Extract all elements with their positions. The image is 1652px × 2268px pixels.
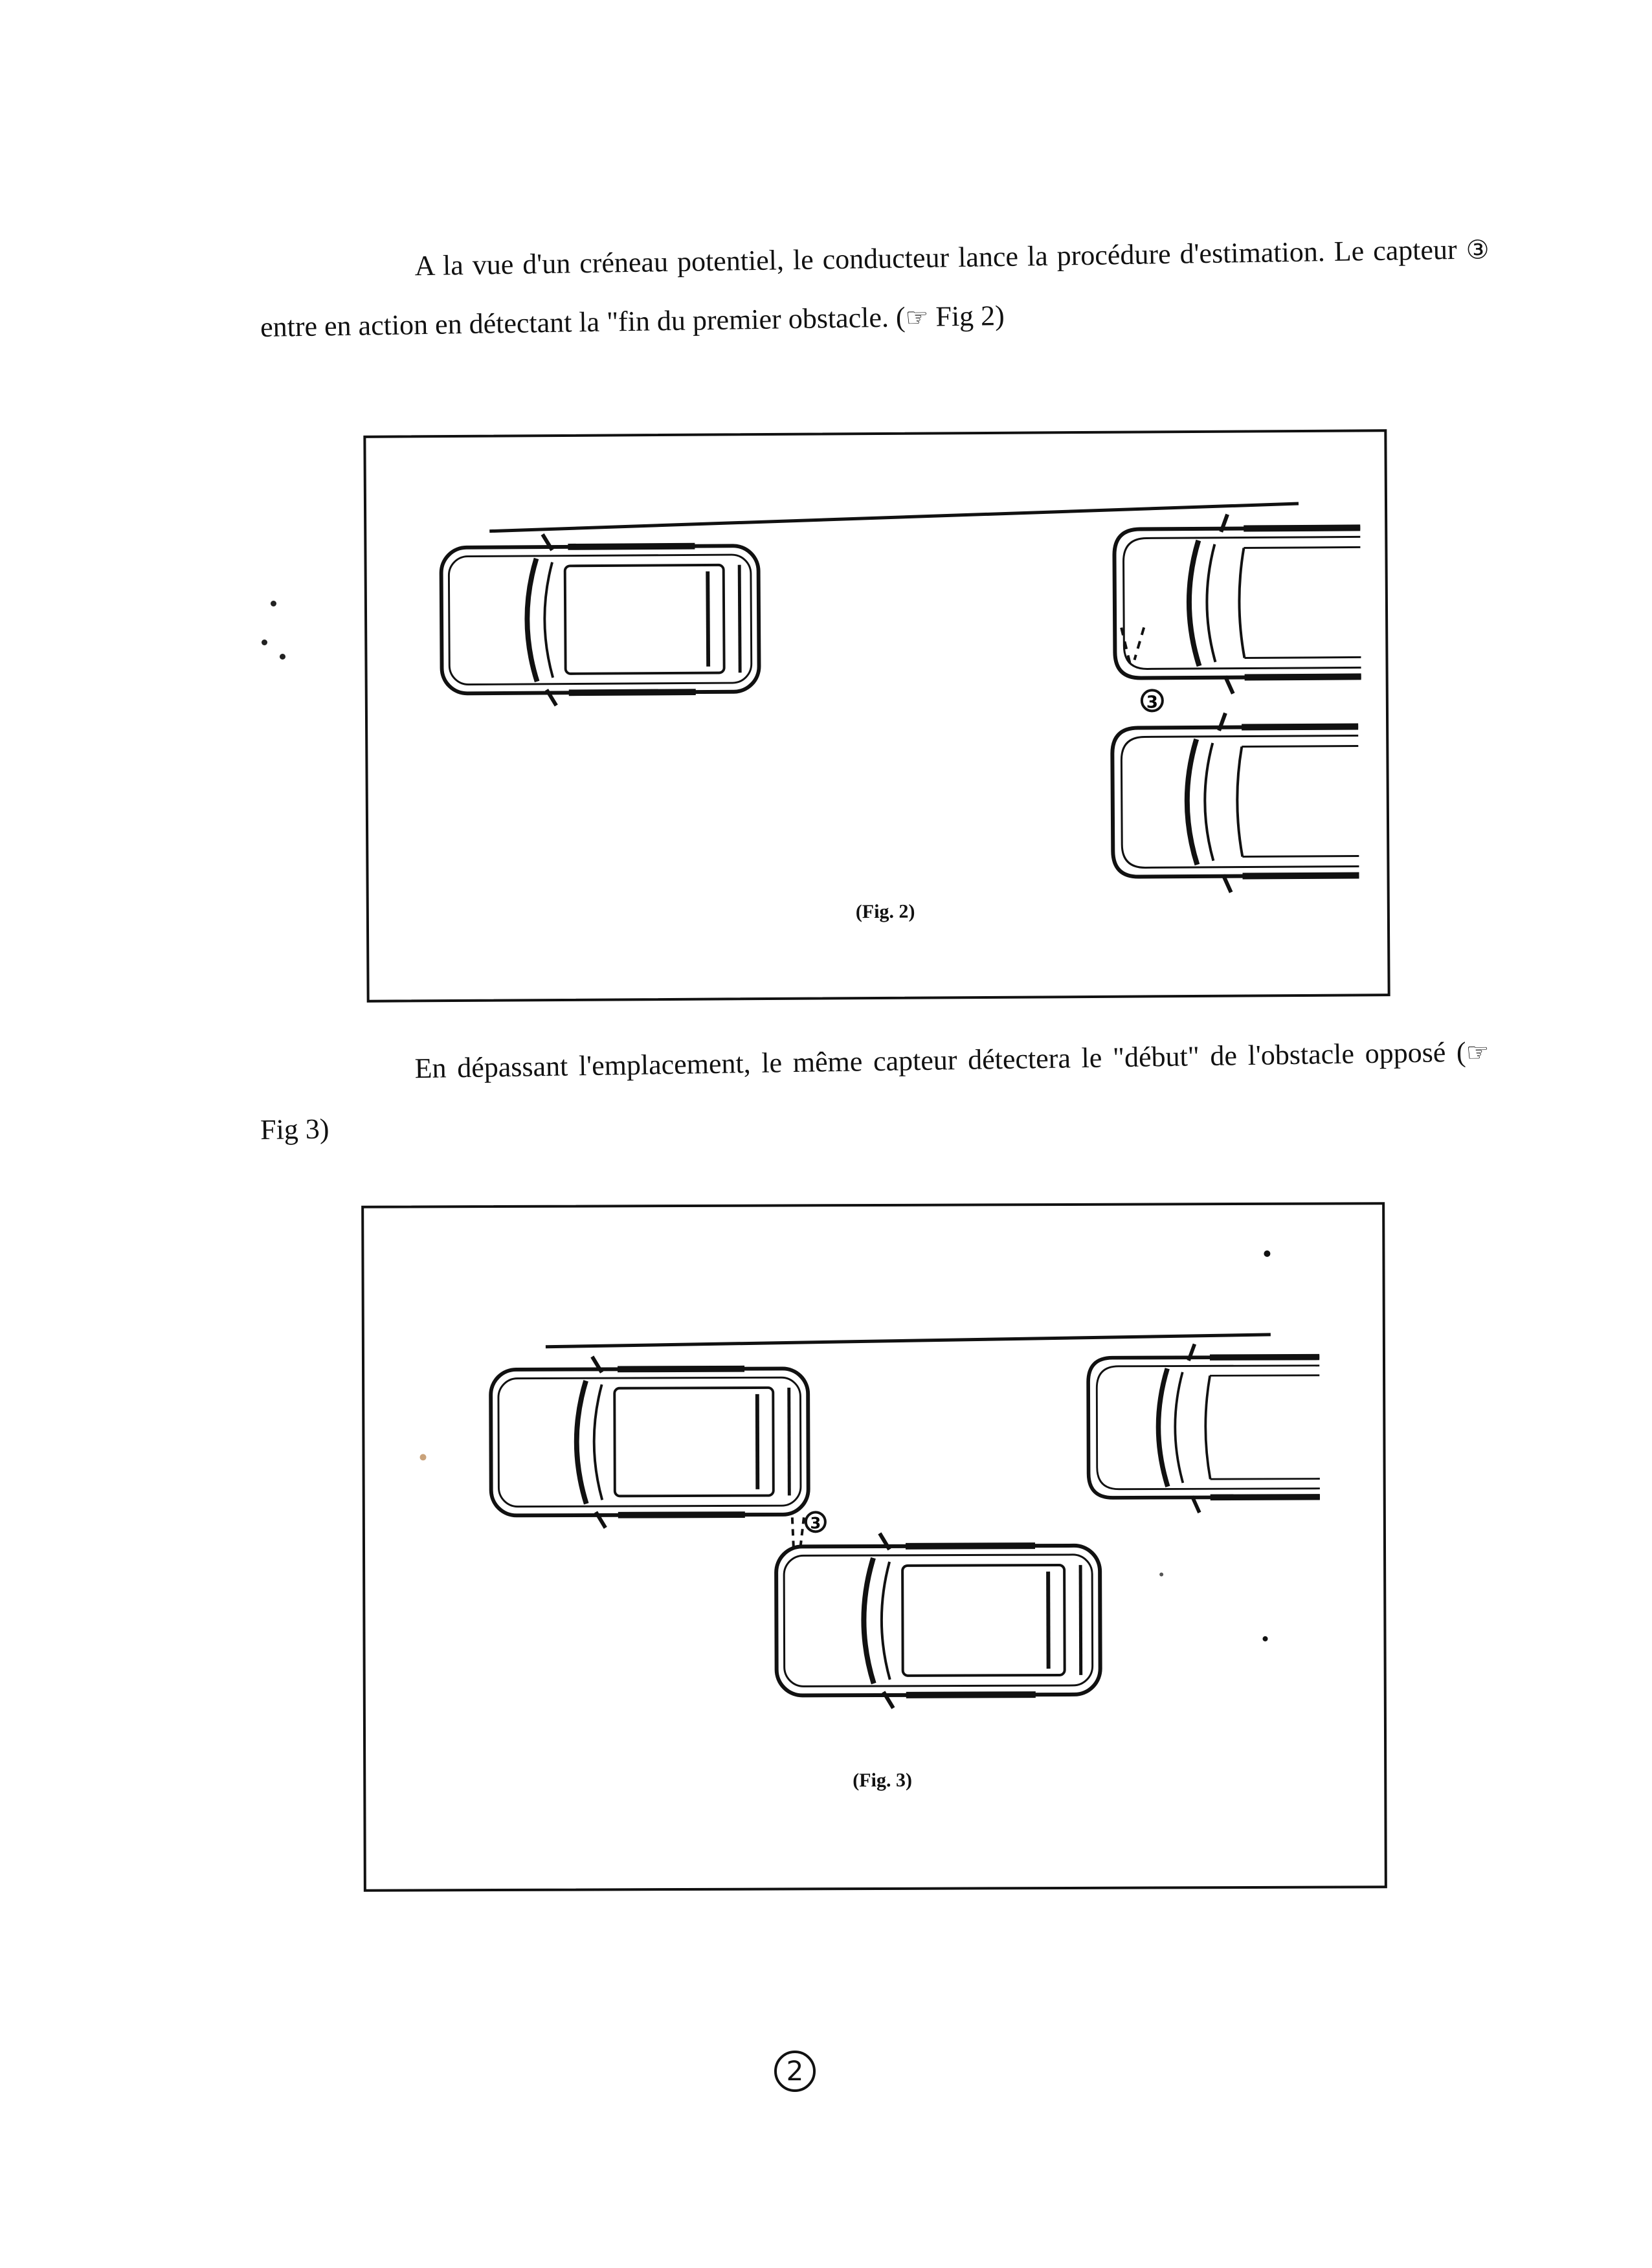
figure-reference: Fig 3) xyxy=(260,1113,329,1146)
paragraph-intro xyxy=(259,220,1491,357)
page-number: 2 xyxy=(774,2051,816,2092)
figure-3-sensor-label: 3 xyxy=(810,1514,821,1533)
paragraph-text-start: A la vue d'un créneau potentiel, le conducteur lance la procédure d'estimation. Le capteur xyxy=(414,233,1466,282)
pointing-hand-icon: ☞ xyxy=(905,302,929,333)
figure-2-caption: (Fig. 2) xyxy=(855,900,915,923)
sensor-3-symbol: ③ xyxy=(1466,235,1490,265)
figure-reference: Fig 2) xyxy=(928,299,1005,333)
scan-speck xyxy=(280,654,285,660)
figure-3 xyxy=(361,1202,1387,1892)
paragraph-text-middle: entre en action en détectant la "fin du premier obstacle. ( xyxy=(260,301,906,343)
paragraph-2-text: En dépassant l'emplacement, le même capteur détectera le "début" de l'obstacle opposé ( xyxy=(414,1036,1466,1085)
figure-2-sensor-label: 3 xyxy=(1146,693,1159,713)
scan-speck xyxy=(271,601,276,606)
paragraph-passing xyxy=(259,1023,1491,1159)
scan-speck xyxy=(262,639,267,645)
pointing-hand-icon: ☞ xyxy=(1466,1038,1490,1068)
figure-2 xyxy=(363,429,1390,1003)
figure-3-caption: (Fig. 3) xyxy=(853,1769,912,1792)
